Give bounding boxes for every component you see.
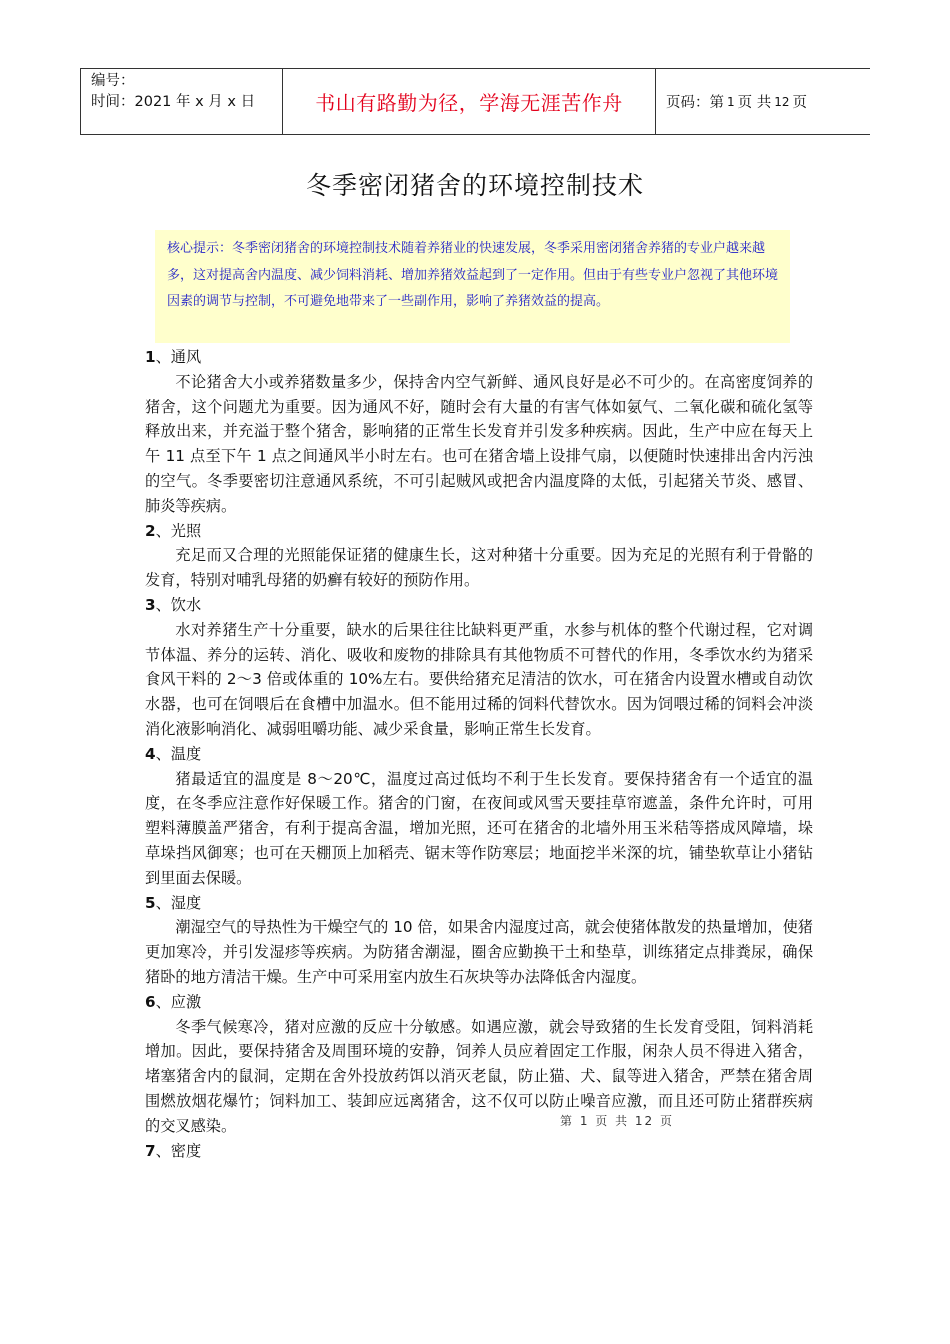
page-footer-overlay: 第 1 页 共 12 页 bbox=[560, 1114, 674, 1128]
motto-text: 书山有路勤为径，学海无涯苦作舟 bbox=[315, 91, 623, 115]
section-heading-3: 3、饮水 bbox=[145, 595, 202, 614]
section-paragraph-1: 不论猪舍大小或养猪数量多少，保持舍内空气新鲜、通风良好是必不可少的。在高密度饲养的猪舍，这个问题尤为重要。因为通风不好，随时会有大量的有害气体如氨气、二氧化碳和硫化氢等释放出来，并充溢于整个猪舍，影响猪的正常生长发育并引发多种疾病。因此，生产中应在每天上午 11 点至下午 1 点之间通风半小时左右。也可在猪舍墙上设排气扇，以便随时快速排出舍内污浊的空气。冬季要密切注意通风系统，不可引起贼风或把舍内温度降的太低，引起猪关节炎、感冒、肺炎等疾病。 bbox=[145, 372, 813, 515]
date-label: 时间：2021 年 x 月 x 日 bbox=[91, 94, 256, 110]
header-meta-cell bbox=[81, 69, 283, 134]
motto-cell bbox=[283, 69, 656, 134]
page-total: 12 bbox=[774, 94, 790, 109]
summary-text: 核心提示：冬季密闭猪舍的环境控制技术随着养猪业的快速发展，冬季采用密闭猪舍养猪的专业户越来越多，这对提高舍内温度、减少饲料消耗、增加养猪效益起到了一定作用。但由于有些专业户忽视了其他环境因素的调节与控制，不可避免地带来了一些副作用，影响了养猪效益的提高。 bbox=[167, 241, 779, 309]
section-paragraph-3: 水对养猪生产十分重要，缺水的后果往往比缺料更严重，水参与机体的整个代谢过程，它对调节体温、养分的运转、消化、吸收和废物的排除具有其他物质不可替代的作用，冬季饮水约为猪采食风干料的 2～3 倍或体重的 10%左右。要供给猪充足清洁的饮水，可在猪舍内设置水槽或自动饮水器，也可在饲喂后在食槽中加温水。但不能用过稀的饲料代替饮水。因为饲喂过稀的饲料会冲淡消化液影响消化、减弱咀嚼功能、减少采食量，影响正常生长发育。 bbox=[145, 620, 813, 738]
page-number-cell bbox=[656, 69, 870, 134]
section-heading-5: 5、湿度 bbox=[145, 893, 202, 912]
page-suffix: 页 bbox=[792, 95, 808, 111]
section-heading-1: 1、通风 bbox=[145, 348, 202, 366]
section-heading-7: 7、密度 bbox=[145, 1141, 202, 1160]
page-current: 1 bbox=[727, 94, 735, 109]
section-heading-6: 6、应激 bbox=[145, 992, 202, 1011]
section-paragraph-4: 猪最适宜的温度是 8～20℃，温度过高过低均不利于生长发育。要保持猪舍有一个适宜的温度，在冬季应注意作好保暖工作。猪舍的门窗，在夜间或风雪天要挂草帘遮盖，条件允许时，可用塑料薄膜盖严猪舍，有利于提高舍温，增加光照，还可在猪舍的北墙外用玉米秸等搭成风障墙，垛草垛挡风御寒；也可在天棚顶上加稻壳、锯末等作防寒层；地面挖半米深的坑，铺垫软草让小猪钻到里面去保暖。 bbox=[145, 769, 813, 887]
section-paragraph-5: 潮湿空气的导热性为干燥空气的 10 倍，如果舍内湿度过高，就会使猪体散发的热量增加，使猪更加寒冷，并引发湿疹等疾病。为防猪舍潮湿，圈舍应勤换干土和垫草，训练猪定点排粪尿，确保猪卧的地方清洁干燥。生产中可采用室内放生石灰块等办法降低舍内湿度。 bbox=[145, 918, 813, 986]
document-title: 冬季密闭猪舍的环境控制技术 bbox=[305, 171, 644, 200]
page-middle: 页 共 bbox=[737, 95, 772, 111]
core-summary-box bbox=[155, 230, 790, 343]
page-prefix: 页码：第 bbox=[666, 95, 724, 111]
header-table bbox=[80, 68, 870, 135]
section-heading-4: 4、温度 bbox=[145, 744, 202, 763]
section-paragraph-2: 充足而又合理的光照能保证猪的健康生长，这对种猪十分重要。因为充足的光照有利于骨骼的发育，特别对哺乳母猪的奶癣有较好的预防作用。 bbox=[145, 546, 813, 590]
section-heading-2: 2、光照 bbox=[145, 521, 202, 540]
document-body bbox=[145, 345, 813, 1163]
section-paragraph-6: 冬季气候寒冷，猪对应激的反应十分敏感。如遇应激，就会导致猪的生长发育受阻，饲料消耗增加。因此，要保持猪舍及周围环境的安静，饲养人员应着固定工作服，闲杂人员不得进入猪舍，堵塞猪舍内的鼠洞，定期在舍外投放药饵以消灭老鼠，防止猫、犬、鼠等进入猪舍，严禁在猪舍周围燃放烟花爆竹；饲料加工、装卸应远离猪舍，这不仅可以防止噪音应激，而且还可防止猪群疾病的交叉感染。 bbox=[145, 1017, 813, 1135]
number-label: 编号： bbox=[91, 73, 135, 89]
